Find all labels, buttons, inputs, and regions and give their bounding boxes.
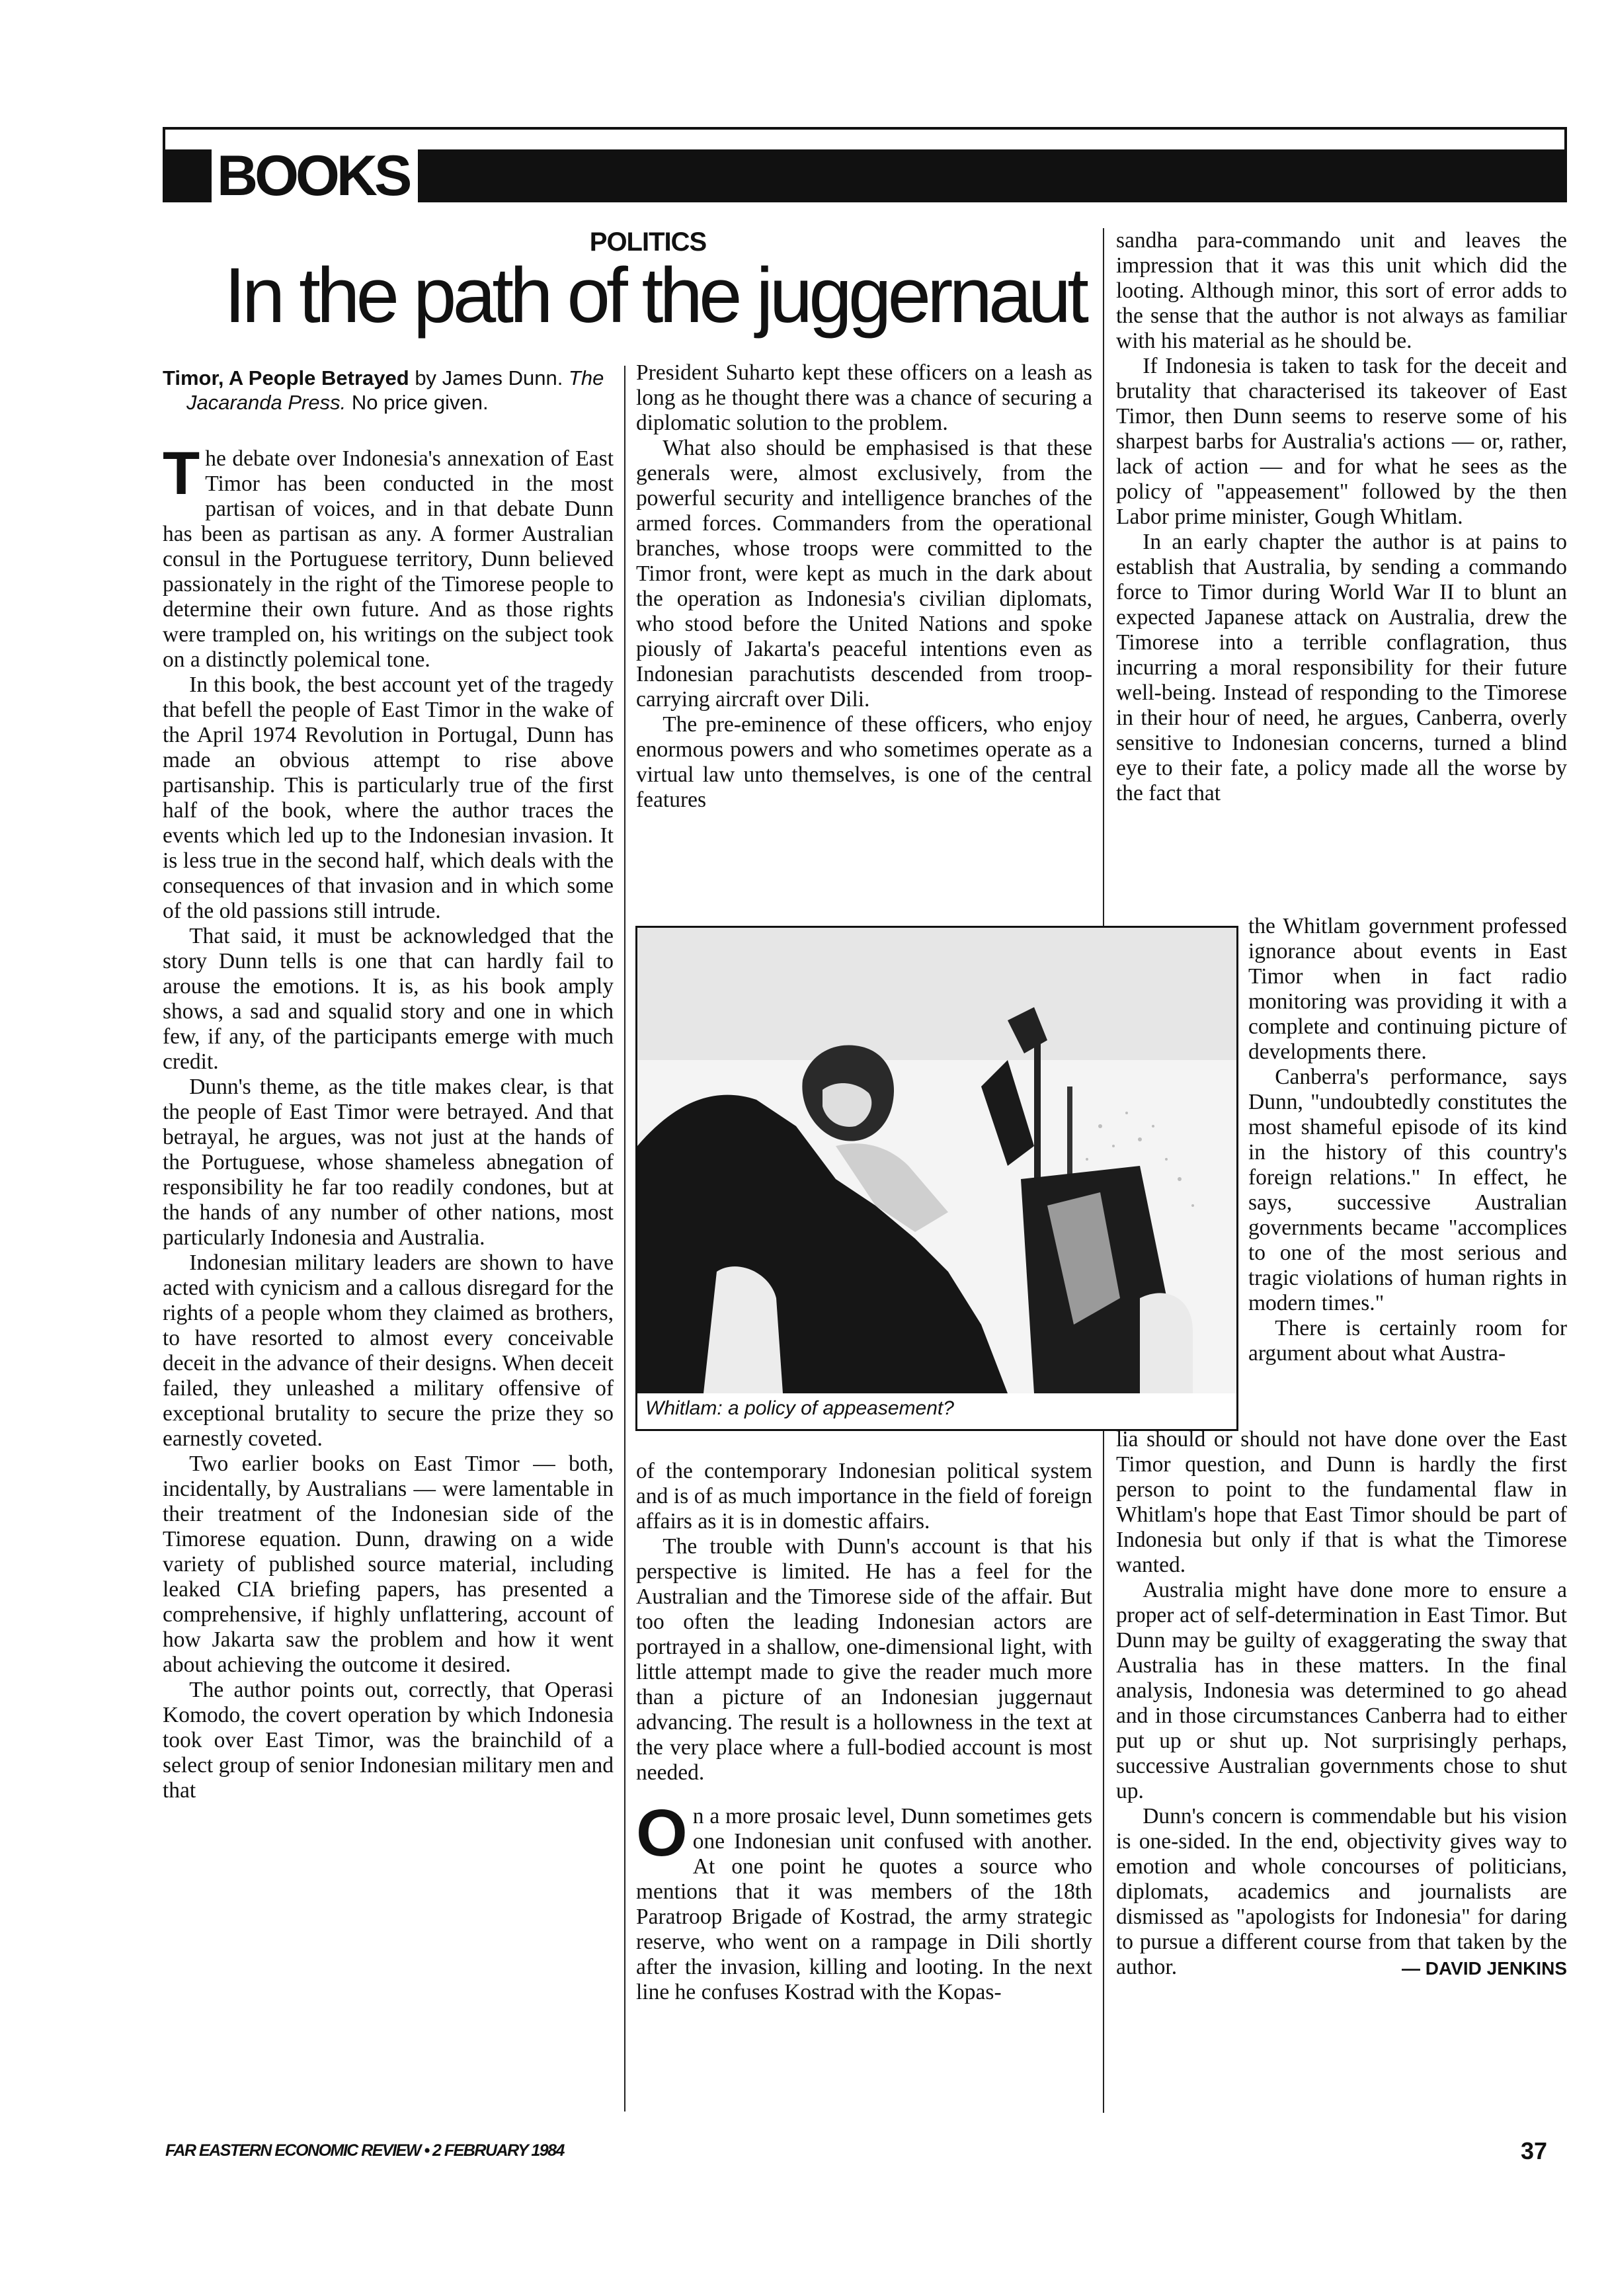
headline: In the path of the juggernaut (223, 252, 1086, 339)
paragraph: In this book, the best account yet of the tragedy that befell the people of East Timor in the wake of the April 1974 Revolution in Portugal, Dunn has made an obvious attempt to rise above partisanship. This is particularly true of the first half of the book, where the author traces the events which led up to the Indonesian invasion. It is less true in the second half, which deals with the consequences of that invasion and in which some of the old passions still intrude. (163, 673, 614, 923)
column-rule (624, 366, 625, 2112)
article-column-1 (163, 366, 614, 2112)
paragraph: There is certainly room for argument about what Austra- (1248, 1316, 1567, 1366)
book-publisher: The Jacaranda Press. (186, 366, 604, 414)
kicker: POLITICS (589, 227, 707, 257)
article-column-3-wrap (1248, 914, 1567, 1416)
paragraph: sandha para-commando unit and leaves the impression that it was this unit which did the looting. Although minor, this sort of error adds to the sense that the author is not always as familiar with his material as he should be. (1116, 228, 1567, 353)
book-price: No price given. (346, 391, 489, 414)
paragraph: Dunn's theme, as the title makes clear, is that the people of East Timor were betrayed. And that betrayal, he argues, was not just at the hands of the Portuguese, whose shameless abnegation of responsibility he far too readily condones, but at the hands of any number of other nations, most particularly Indonesia and Australia. (163, 1075, 614, 1250)
photo-caption: Whitlam: a policy of appeasement? (645, 1397, 954, 1419)
paragraph: Australia might have done more to ensure a proper act of self-determination in East Timor. But Dunn may be guilty of exaggerating the sway that Australia has in these matters. In the final analysis, Indonesia was determined to go ahead and in those circumstances Canberra had to either put up or shut up. Not surprisingly perhaps, successive Australian governments chose to shut up. (1116, 1578, 1567, 1803)
author-signature: — DAVID JENKINS (1402, 1958, 1567, 1979)
paragraph: That said, it must be acknowledged that the story Dunn tells is one that can hardly fail to arouse the emotions. It is, as his book amply shows, a sad and squalid story and one in which few, if any, of the participants emerge with much credit. (163, 924, 614, 1074)
paragraph: If Indonesia is taken to task for the deceit and brutality that characterised its takeover of East Timor, then Dunn seems to reserve some of his sharpest barbs for Australia's actions — or, rather, lack of action — and for what he sees as the policy of "appeasement" followed by the then Labor prime minister, Gough Whitlam. (1116, 354, 1567, 529)
paragraph: Indonesian military leaders are shown to have acted with cynicism and a callous disregard for the rights of a people whom they claimed as brothers, to have resorted to almost every conceivable deceit in the advance of their designs. When deceit failed, they unleashed a military offensive of exceptional brutality to secure the prize they so earnestly coveted. (163, 1250, 614, 1451)
paragraph: The debate over Indonesia's annexation of East Timor has been conducted in the most partisan of voices, and in that debate Dunn has been as partisan as any. A former Australian consul in the Portuguese territory, Dunn believed passionately in the right of the Timorese people to determine their own future. And as those rights were trampled on, his writings on the subject took on a distinctly polemical tone. (163, 440, 614, 672)
paragraph: Canberra's performance, says Dunn, "undoubtedly constitutes the most shameful episode of its kind in the history of this country's foreign relations." In effect, he says, successive Australian governments became "accomplices to one of the most serious and tragic violations of human rights in modern times." (1248, 1065, 1567, 1315)
section-label: BOOKS (212, 144, 418, 208)
paragraph: Dunn's concern is commendable but his vision is one-sided. In the end, objectivity gives way to emotion and whole concourses of politicians, diplomats, academics and journalists are dismissed as "apologists for Indonesia" for daring to pursue a different course from that taken by the author. — DAVID JENKINS (1116, 1804, 1567, 1980)
paragraph: President Suharto kept these officers on a leash as long as he thought there was a chance of securing a diplomatic solution to the problem. (636, 360, 1092, 435)
article-column-2-bottom (636, 1459, 1092, 2113)
article-column-3-bottom (1116, 1427, 1567, 2115)
section-break (636, 1785, 1092, 1804)
paragraph: What also should be emphasised is that these generals were, almost exclusively, from the powerful security and intelligence branches of the armed forces. Commanders from the operational branches, whose troops were committed to the Timor front, were kept as much in the dark about the operation as Indonesia's civilian diplomats, who stood before the United Nations and spoke piously of Jakarta's peaceful intentions even as Indonesian parachutists descended from troop-carrying aircraft over Dili. (636, 436, 1092, 712)
article-column-2-top (636, 360, 1092, 913)
paragraph: The pre-eminence of these officers, who enjoy enormous powers and who sometimes operate as a virtual law unto themselves, is one of the central features (636, 712, 1092, 812)
paragraph: lia should or should not have done over the East Timor question, and Dunn is hardly the first person to point to the fundamental flaw in Whitlam's hope that East Timor should be part of Indonesia but only if that is what the Timorese wanted. (1116, 1427, 1567, 1577)
drop-cap: O (636, 1796, 688, 1870)
book-title: Timor, A People Betrayed (163, 366, 409, 390)
publication-footer: FAR EASTERN ECONOMIC REVIEW • 2 FEBRUARY 1984 (165, 2141, 564, 2160)
whitlam-photo (637, 928, 1236, 1393)
paragraph: of the contemporary Indonesian political system and is of as much importance in the field of foreign affairs as it is in domestic affairs. (636, 1459, 1092, 1534)
article-column-3-top (1116, 228, 1567, 909)
paragraph: The author points out, correctly, that Operasi Komodo, the covert operation by which Indonesia took over East Timor, was the brainchild of a select group of senior Indonesian military men and that (163, 1678, 614, 1803)
book-author: by James Dunn. (409, 366, 569, 390)
paragraph: In an early chapter the author is at pains to establish that Australia, by sending a commando force to Timor during World War II to blunt an expected Japanese attack on Australia, drew the Timorese into a terrible conflagration, thus incurring a moral responsibility for their future well-being. Instead of responding to the Timorese in their hour of need, he argues, Canberra, overly sensitive to Indonesian concerns, turned a blind eye to their fate, a policy made all the worse by the fact that (1116, 530, 1567, 805)
section-banner-block (169, 153, 206, 198)
paragraph: the Whitlam government professed ignorance about events in East Timor when in fact radio monitoring was providing it with a complete and continuing picture of developments there. (1248, 914, 1567, 1064)
paragraph: The trouble with Dunn's account is that his perspective is limited. He has a feel for the Australian and the Timorese side of the affair. But too often the leading Indonesian actors are portrayed in a shallow, one-dimensional light, with little attempt made to give the reader much more than a picture of an Indonesian juggernaut advancing. The result is a hollowness in the text at the very place where a full-bodied account is most needed. (636, 1534, 1092, 1785)
book-byline (163, 366, 614, 415)
paragraph: Two earlier books on East Timor — both, incidentally, by Australians — were lamentable in their treatment of the Indonesian side of the Timorese equation. Dunn, drawing on a wide variety of published source material, including leaked CIA briefing papers, has presented a comprehensive, if highly unflattering, account of how Jakarta saw the problem and how it went about achieving the outcome it desired. (163, 1452, 614, 1677)
drop-cap: T (163, 440, 200, 507)
page-number: 37 (1521, 2137, 1548, 2164)
paragraph: On a more prosaic level, Dunn sometimes gets one Indonesian unit confused with another. At one point he quotes a source who mentions that it was members of the 18th Paratroop Brigade of Kostrad, the army strategic reserve, who went on a rampage in Dili shortly after the invasion, killing and looting. In the next line he confuses Kostrad with the Kopas- (636, 1796, 1092, 2004)
